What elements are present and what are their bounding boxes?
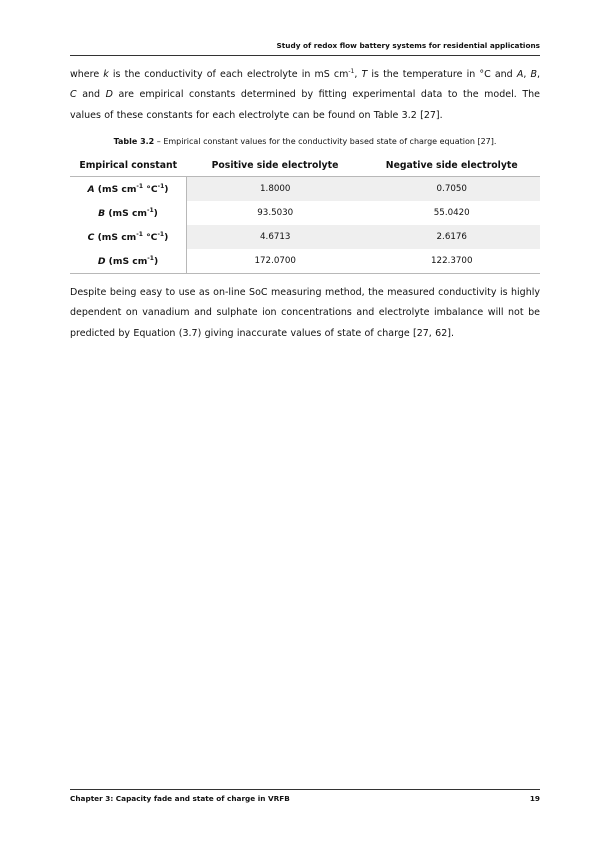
row-header: A (mS $cm^{-1}$ $^\circ C^{-1}$) <box>87 182 169 195</box>
table-cell: 55.0420 <box>433 208 470 218</box>
paragraph-line: dependent on vanadium and sulphate ion concentrations and electrolyte imbalance will not be <box>70 307 540 319</box>
table-row <box>70 225 540 249</box>
table-label: Table 3.2 <box>113 137 155 146</box>
paragraph-line: C and D are empirical constants determined by fitting experimental data to the model. The <box>70 89 540 101</box>
table-cell: 2.6176 <box>363 225 540 249</box>
header-rule <box>70 55 540 56</box>
paragraph-line: Despite being easy to use as on-line SoC measuring method, the measured conductivity is highly <box>70 287 540 298</box>
footer-rule <box>70 789 540 790</box>
footer-chapter: Chapter 3: Capacity fade and state of charge in VRFB <box>70 794 290 803</box>
table-header-row <box>70 154 540 177</box>
paragraph-line: where k is the conductivity of each electrolyte in mS $cm^{-1}$, T is the temperature in °C and A, B, <box>70 68 540 80</box>
column-header: Positive side electrolyte <box>186 154 363 177</box>
table-row <box>70 249 540 274</box>
table-cell: 172.0700 <box>186 249 363 274</box>
running-header: Study of redox flow battery systems for residential applications <box>276 41 540 50</box>
table-cell: 4.6713 <box>186 225 363 249</box>
paragraph-constants-intro <box>70 65 540 126</box>
paragraph-limitations <box>70 283 540 344</box>
row-header: C (mS $cm^{-1}$ $^\circ C^{-1}$) <box>87 230 169 243</box>
table-cell: 93.5030 <box>186 201 363 225</box>
column-header: Empirical constant <box>70 154 186 177</box>
table-cell: 122.3700 <box>363 249 540 274</box>
table-caption <box>70 137 540 146</box>
column-header: Negative side electrolyte <box>363 154 540 177</box>
paragraph-line: values of these constants for each electrolyte can be found on Table 3.2 [27]. <box>70 109 443 121</box>
table-row <box>70 177 540 202</box>
table-cell: 1.8000 <box>186 177 363 202</box>
row-header: B (mS $cm^{-1}$) <box>98 206 158 219</box>
row-header: D (mS $cm^{-1}$) <box>70 249 186 274</box>
table-row <box>70 201 540 225</box>
page-number: 19 <box>529 794 540 803</box>
paragraph-line: predicted by Equation (3.7) giving inaccurate values of state of charge [27, 62]. <box>70 327 454 339</box>
table-caption-text: – Empirical constant values for the conductivity based state of charge equation [27]. <box>154 137 497 146</box>
empirical-constants-table <box>70 154 540 274</box>
table-cell: 0.7050 <box>363 177 540 202</box>
